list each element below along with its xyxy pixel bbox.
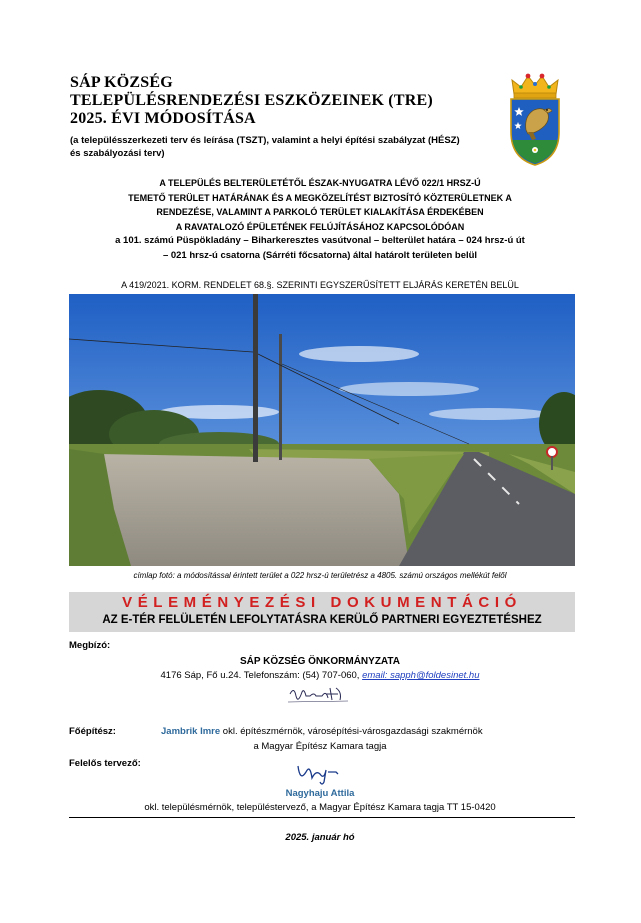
client-address: 4176 Sáp, Fő u.24. Telefonszám: (54) 707-060, xyxy=(160,670,360,681)
coat-of-arms-icon xyxy=(506,70,564,166)
chief-architect-title: okl. építészmérnök, városépítési-városgazdasági szakmérnök xyxy=(222,726,483,737)
client-name: SÁP KÖZSÉG ÖNKORMÁNYZATA xyxy=(239,656,400,667)
title-note-line-2: és szabályozási terv) xyxy=(70,148,165,159)
chief-architect-line xyxy=(161,726,483,737)
client-signature xyxy=(286,684,350,706)
crown-icon xyxy=(512,74,558,98)
divider xyxy=(69,817,575,818)
subject-line-5: a 101. számú Püspökladány – Biharkeresztes vasútvonal – belterület határa – 024 hrsz-ú út xyxy=(115,235,525,246)
title-line-2: TELEPÜLÉSRENDEZÉSI ESZKÖZEINEK (TRE) xyxy=(70,92,433,109)
banner-title: VÉLEMÉNYEZÉSI DOKUMENTÁCIÓ xyxy=(122,594,522,611)
cover-photo xyxy=(69,294,575,566)
title-line-3: 2025. ÉVI MÓDOSÍTÁSA xyxy=(70,110,256,127)
planner-label: Felelős tervező: xyxy=(69,758,141,769)
client-address-line xyxy=(60,670,580,681)
chief-architect-name: Jambrik Imre xyxy=(161,726,221,737)
banner-subtitle: AZ E-TÉR FELÜLETÉN LEFOLYTATÁSRA KERÜLŐ PARTNERI EGYEZTETÉSHEZ xyxy=(102,614,542,626)
title-line-1: SÁP KÖZSÉG xyxy=(70,74,173,91)
title-note xyxy=(70,134,500,160)
chief-architect-membership: a Magyar Építész Kamara tagja xyxy=(253,741,387,752)
procedure-line: A 419/2021. KORM. RENDELET 68.§. SZERINTI EGYSZERŰSÍTETT ELJÁRÁS KERETÉN BELÜL xyxy=(121,280,519,290)
subject-line-3: RENDEZÉSE, VALAMINT A PARKOLÓ TERÜLET KIALAKÍTÁSA ÉRDEKÉBEN xyxy=(156,207,484,217)
document-banner xyxy=(69,592,575,632)
subject-line-6: – 021 hrsz-ú csatorna (Sárréti főcsatorna) által határolt területen belül xyxy=(162,249,478,261)
document-date: 2025. január hó xyxy=(285,832,355,843)
client-email-link[interactable]: email: sapph@foldesinet.hu xyxy=(362,670,480,681)
title-block xyxy=(70,74,500,160)
subject-line-4: A RAVATALOZÓ ÉPÜLETÉNEK FELÚJÍTÁSÁHOZ KAPCSOLÓDÓAN xyxy=(175,221,465,232)
planner-name: Nagyhaju Attila xyxy=(285,788,355,799)
planner-signature xyxy=(294,760,346,786)
photo-caption: címlap fotó: a módosítással érintett terület a 022 hrsz-ú területrész a 4805. számú országos mellékút felől xyxy=(133,571,507,580)
subject-block xyxy=(60,176,580,263)
subject-line-1: A TELEPÜLÉS BELTERÜLETÉTŐL ÉSZAK-NYUGATRA LÉVŐ 022/1 HRSZ-Ú xyxy=(159,178,481,188)
chief-architect-label: Főépítész: xyxy=(69,726,116,737)
client-label: Megbízó: xyxy=(69,640,111,651)
title-note-line-1: (a településszerkezeti terv és leírása (TSZT), valamint a helyi építési szabályzat (HÉSZ) xyxy=(70,135,460,146)
planner-description: okl. településmérnök, településtervező, a Magyar Építész Kamara tagja TT 15-0420 xyxy=(144,802,496,813)
subject-line-2: TEMETŐ TERÜLET HATÁRÁNAK ÉS A MEGKÖZELÍTÉST BIZTOSÍTÓ KÖZTERÜLETNEK A xyxy=(128,192,512,203)
